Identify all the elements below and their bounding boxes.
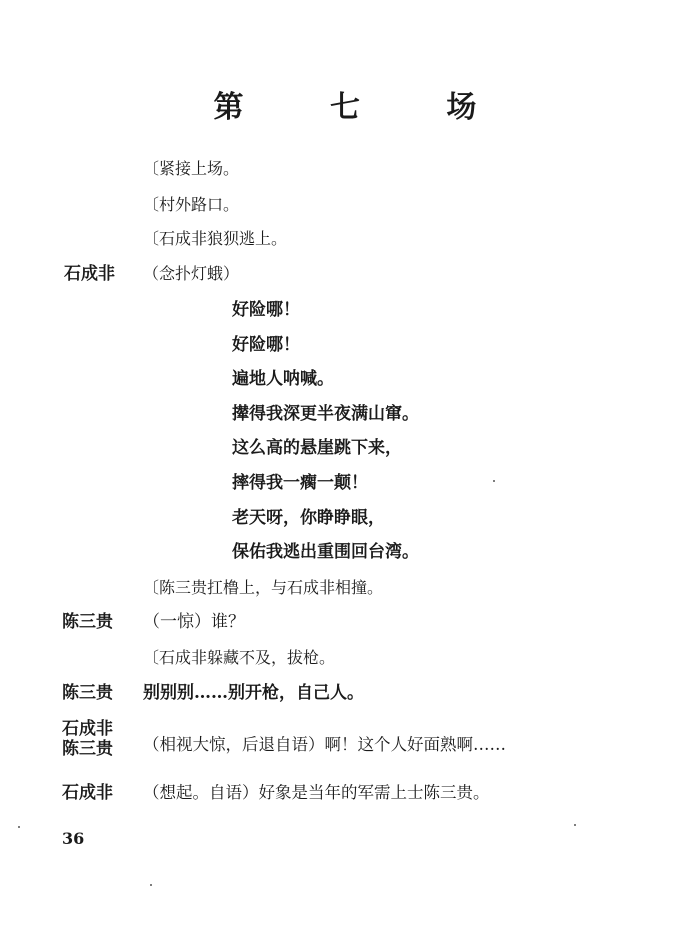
verse-line: 好险哪！ — [232, 300, 300, 320]
verse-line: 好险哪！ — [232, 335, 300, 355]
speaker-name: 石成非 — [64, 264, 115, 284]
scan-speck — [493, 480, 495, 482]
speaker-name: 石成非 — [62, 719, 113, 739]
page-number: 36 — [62, 829, 85, 848]
dialogue-line: 别别别……别开枪，自己人。 — [143, 683, 364, 703]
scene-title: 第 七 场 — [213, 90, 515, 125]
verse-line: 老天呀，你睁睁眼， — [232, 508, 385, 528]
speaker-name: 陈三贵 — [62, 612, 113, 632]
dialogue-line: （想起。自语）好象是当年的军需上士陈三贵。 — [143, 783, 490, 802]
stage-direction: 〔石成非狼狈逃上。 — [143, 229, 288, 248]
scan-speck — [18, 826, 20, 828]
verse-line: 保佑我逃出重围回台湾。 — [232, 542, 419, 562]
scan-speck — [150, 884, 152, 886]
stage-direction: 〔石成非躲藏不及，拔枪。 — [143, 648, 336, 667]
verse-line: 摔得我一瘸一颠！ — [232, 473, 368, 493]
speaker-name: 陈三贵 — [62, 683, 113, 703]
scan-speck — [574, 824, 576, 826]
stage-direction: （念扑灯蛾） — [143, 264, 240, 283]
dual-speaker-names — [62, 719, 113, 759]
stage-direction: 〔陈三贵扛橹上，与石成非相撞。 — [143, 578, 384, 597]
verse-line: 撵得我深更半夜满山窜。 — [232, 404, 419, 424]
speaker-name: 陈三贵 — [62, 739, 113, 759]
stage-direction: 〔村外路口。 — [143, 195, 240, 214]
stage-direction: 〔紧接上场。 — [143, 159, 240, 178]
verse-line: 这么高的悬崖跳下来， — [232, 438, 402, 458]
dialogue-line: （相视大惊，后退自语）啊！这个人好面熟啊…… — [143, 735, 506, 754]
dialogue-line: （一惊）谁？ — [143, 612, 245, 632]
verse-line: 遍地人呐喊。 — [232, 369, 334, 389]
speaker-name: 石成非 — [62, 783, 113, 803]
